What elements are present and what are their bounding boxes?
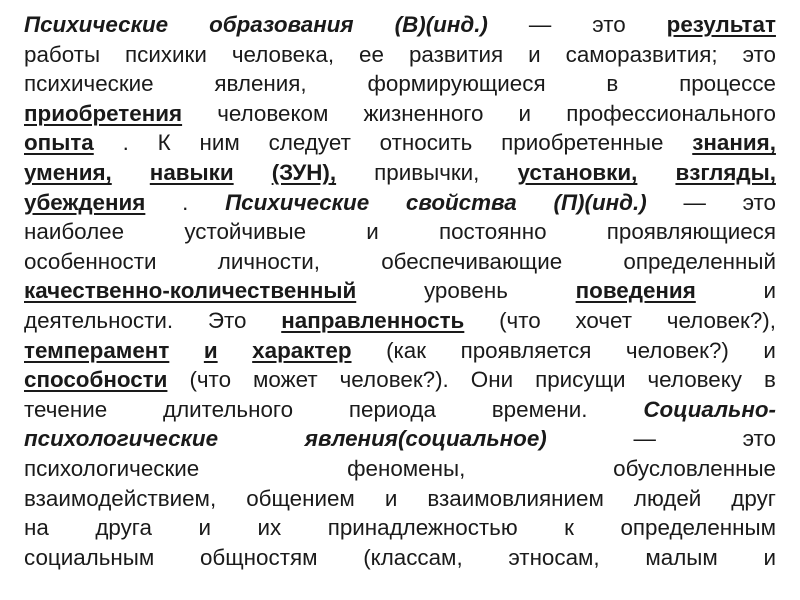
text-word: устойчивые [184, 219, 307, 245]
text-word: (что [499, 308, 541, 333]
emphasized-term: установки, [517, 160, 638, 185]
text-word: деятельности. [24, 308, 174, 333]
text-line [24, 247, 776, 276]
text-word: присущи [535, 367, 626, 393]
emphasized-term: и [203, 337, 218, 363]
text-word: психики [125, 41, 207, 67]
text-word: принадлежностью [327, 515, 518, 541]
emphasized-term: приобретения [24, 100, 183, 126]
text-line [24, 188, 776, 217]
text-word: (как [386, 337, 427, 363]
text-word: человеком [217, 100, 329, 126]
text-word: друг [731, 485, 776, 511]
text-word: психологические [24, 456, 200, 481]
section-term: (П)(инд.) [553, 189, 647, 215]
text-word: работы [24, 41, 101, 67]
text-word: (что [189, 367, 232, 393]
text-word: человек?). [339, 367, 449, 393]
text-word: развития [408, 41, 504, 67]
text-word: в [606, 71, 619, 97]
text-word: . [122, 130, 129, 156]
text-line [24, 128, 776, 157]
text-word: К [157, 130, 171, 156]
section-term: свойства [405, 189, 517, 215]
text-word: это [592, 12, 626, 37]
text-word: и [366, 219, 379, 245]
text-word: — [528, 12, 552, 37]
text-word: длительного [163, 396, 294, 422]
emphasized-term: способности [24, 367, 168, 393]
text-word: и [198, 515, 211, 541]
emphasized-term: качественно-количественный [24, 278, 357, 304]
emphasized-term: результат [666, 12, 776, 37]
text-word: на [24, 515, 49, 541]
text-word: личности, [217, 248, 320, 274]
text-word: взаимовлиянием [427, 485, 604, 511]
emphasized-term: поведения [575, 278, 696, 304]
text-line [24, 306, 776, 335]
text-line [24, 513, 776, 542]
text-word: это [742, 426, 776, 452]
text-line [24, 424, 776, 453]
text-word: времени. [491, 396, 588, 422]
text-word: взаимодействием, [24, 485, 217, 511]
text-line [24, 99, 776, 128]
text-word: и [763, 544, 776, 570]
text-word: людей [633, 485, 702, 511]
emphasized-term: взгляды, [675, 160, 776, 185]
emphasized-term: убеждения [24, 189, 146, 215]
text-word: саморазвития; [565, 41, 718, 67]
text-line [24, 10, 776, 39]
text-line [24, 543, 776, 572]
text-word: процессе [679, 71, 776, 97]
text-word: приобретенные [501, 130, 664, 156]
text-word: к [564, 515, 574, 541]
text-word: проявляющиеся [606, 219, 776, 245]
text-word: проявляется [460, 337, 592, 363]
text-word: психические [24, 71, 154, 97]
text-word: хочет [575, 308, 632, 333]
text-word: уровень [423, 278, 508, 304]
text-word: постоянно [438, 219, 547, 245]
emphasized-term: характер [252, 337, 352, 363]
section-term: образования [209, 12, 354, 37]
text-line [24, 276, 776, 305]
emphasized-term: опыта [24, 130, 94, 156]
text-word: определенным [620, 515, 776, 541]
text-word: — [633, 426, 656, 452]
emphasized-term: навыки [149, 160, 234, 185]
emphasized-term: направленность [281, 308, 465, 333]
text-word: следует [268, 130, 351, 156]
text-line [24, 454, 776, 483]
text-line [24, 484, 776, 513]
text-word: ним [199, 130, 240, 156]
text-word: этносам, [508, 544, 600, 570]
emphasized-term: (ЗУН), [271, 160, 337, 185]
text-line [24, 69, 776, 98]
text-word: феномены, [347, 456, 466, 481]
text-word: человека, [231, 41, 335, 67]
text-line [24, 395, 776, 424]
text-word: социальным [24, 544, 155, 570]
text-line [24, 365, 776, 394]
emphasized-term: знания, [692, 130, 776, 156]
emphasized-term: умения, [24, 160, 112, 185]
text-word: это [742, 189, 776, 215]
text-word: и [518, 100, 532, 126]
text-word: это [742, 41, 776, 67]
section-term: (В)(инд.) [394, 12, 488, 37]
text-line [24, 158, 776, 187]
text-word: наиболее [24, 219, 125, 245]
text-word: ее [359, 41, 384, 67]
text-line [24, 40, 776, 69]
text-word: жизненного [363, 100, 484, 126]
text-word: общностям [199, 544, 318, 570]
text-word: и [763, 337, 776, 363]
text-word: периода [348, 396, 436, 422]
text-word: и [528, 41, 541, 67]
text-line [24, 217, 776, 246]
text-word: Они [470, 367, 514, 393]
text-word: друга [95, 515, 152, 541]
text-word: профессионального [566, 100, 776, 126]
text-word: общением [246, 485, 355, 511]
section-term: психологические [24, 426, 219, 452]
text-word: и [763, 278, 776, 304]
text-word: может [253, 367, 318, 393]
section-term: явления(социальное) [304, 426, 547, 452]
text-word: малым [645, 544, 718, 570]
text-word: в [764, 367, 776, 393]
text-word: человеку [647, 367, 742, 393]
text-word: человек?), [666, 308, 776, 333]
section-term: Психические [225, 189, 370, 215]
text-word: и [384, 485, 398, 511]
text-word: Это [207, 308, 247, 333]
text-word: явления, [214, 71, 307, 97]
text-word: их [257, 515, 282, 541]
text-word: обусловленные [613, 456, 776, 481]
section-term: Социально- [643, 396, 776, 422]
text-word: формирующиеся [367, 71, 546, 97]
text-word: обеспечивающие [381, 248, 563, 274]
text-word: особенности [24, 248, 157, 274]
text-word: — [683, 189, 706, 215]
text-word: определенный [623, 248, 776, 274]
emphasized-term: темперамент [24, 337, 170, 363]
text-line [24, 336, 776, 365]
section-term: Психические [24, 12, 169, 37]
text-word: привычки, [374, 160, 480, 185]
text-word: . [182, 189, 189, 215]
text-word: относить [379, 130, 473, 156]
text-word: течение [24, 396, 108, 422]
text-word: (классам, [363, 544, 463, 570]
text-word: человек?) [625, 337, 729, 363]
